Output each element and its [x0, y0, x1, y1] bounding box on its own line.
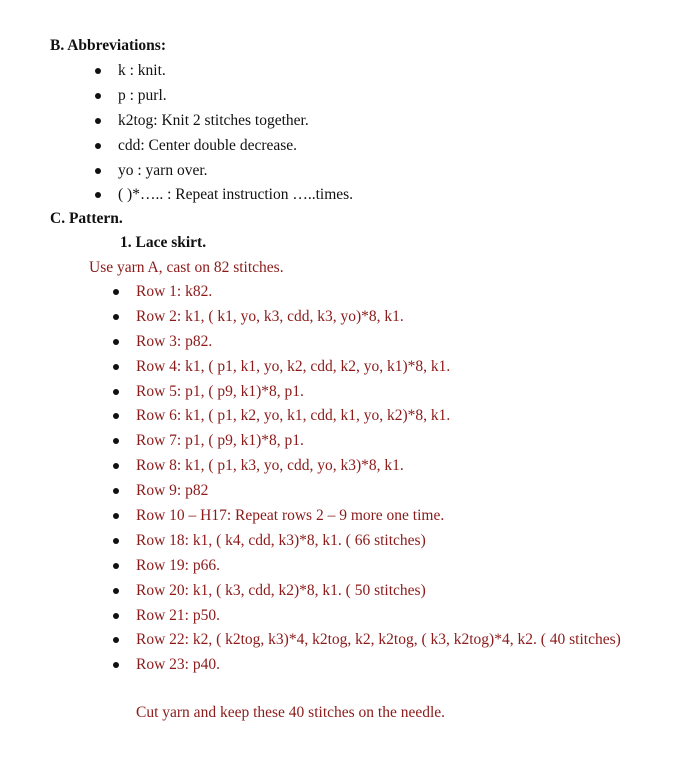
abbreviation-item: yo : yarn over.: [92, 161, 353, 186]
lace-skirt-title: 1. Lace skirt.: [120, 234, 207, 251]
abbreviation-item: p : purl.: [92, 86, 353, 111]
abbreviation-item: k2tog: Knit 2 stitches together.: [92, 111, 353, 136]
abbreviation-item: k : knit.: [92, 61, 353, 86]
pattern-row: Row 10 – H17: Repeat rows 2 – 9 more one time.: [110, 506, 650, 526]
pattern-row: Row 6: k1, ( p1, k2, yo, k1, cdd, k1, yo, k2)*8, k1.: [110, 406, 650, 426]
closing-instruction: Cut yarn and keep these 40 stitches on the needle.: [136, 704, 446, 721]
abbreviation-item: cdd: Center double decrease.: [92, 136, 353, 161]
pattern-row: Row 1: k82.: [110, 282, 650, 302]
pattern-row: Row 18: k1, ( k4, cdd, k3)*8, k1. ( 66 stitches): [110, 531, 650, 551]
pattern-row: Row 9: p82: [110, 481, 650, 501]
pattern-row: Row 7: p1, ( p9, k1)*8, p1.: [110, 431, 650, 451]
pattern-row: Row 21: p50.: [110, 606, 650, 626]
pattern-row: Row 5: p1, ( p9, k1)*8, p1.: [110, 382, 650, 402]
abbreviations-heading: B. Abbreviations:: [50, 37, 166, 54]
pattern-row: Row 19: p66.: [110, 556, 650, 576]
abbreviation-item: ( )*….. : Repeat instruction …..times.: [92, 185, 353, 210]
pattern-row: Row 8: k1, ( p1, k3, yo, cdd, yo, k3)*8, k1.: [110, 456, 650, 476]
pattern-heading: C. Pattern.: [50, 210, 123, 227]
pattern-rows-list: [110, 282, 650, 680]
abbreviations-list: [92, 61, 353, 210]
cast-on-instruction: Use yarn A, cast on 82 stitches.: [89, 259, 284, 276]
pattern-row: Row 2: k1, ( k1, yo, k3, cdd, k3, yo)*8, k1.: [110, 307, 650, 327]
pattern-row: Row 20: k1, ( k3, cdd, k2)*8, k1. ( 50 stitches): [110, 581, 650, 601]
pattern-row: Row 4: k1, ( p1, k1, yo, k2, cdd, k2, yo, k1)*8, k1.: [110, 357, 650, 377]
pattern-row: Row 3: p82.: [110, 332, 650, 352]
pattern-row: Row 23: p40.: [110, 655, 650, 675]
pattern-row: Row 22: k2, ( k2tog, k3)*4, k2tog, k2, k2tog, ( k3, k2tog)*4, k2. ( 40 stitches): [110, 628, 650, 652]
